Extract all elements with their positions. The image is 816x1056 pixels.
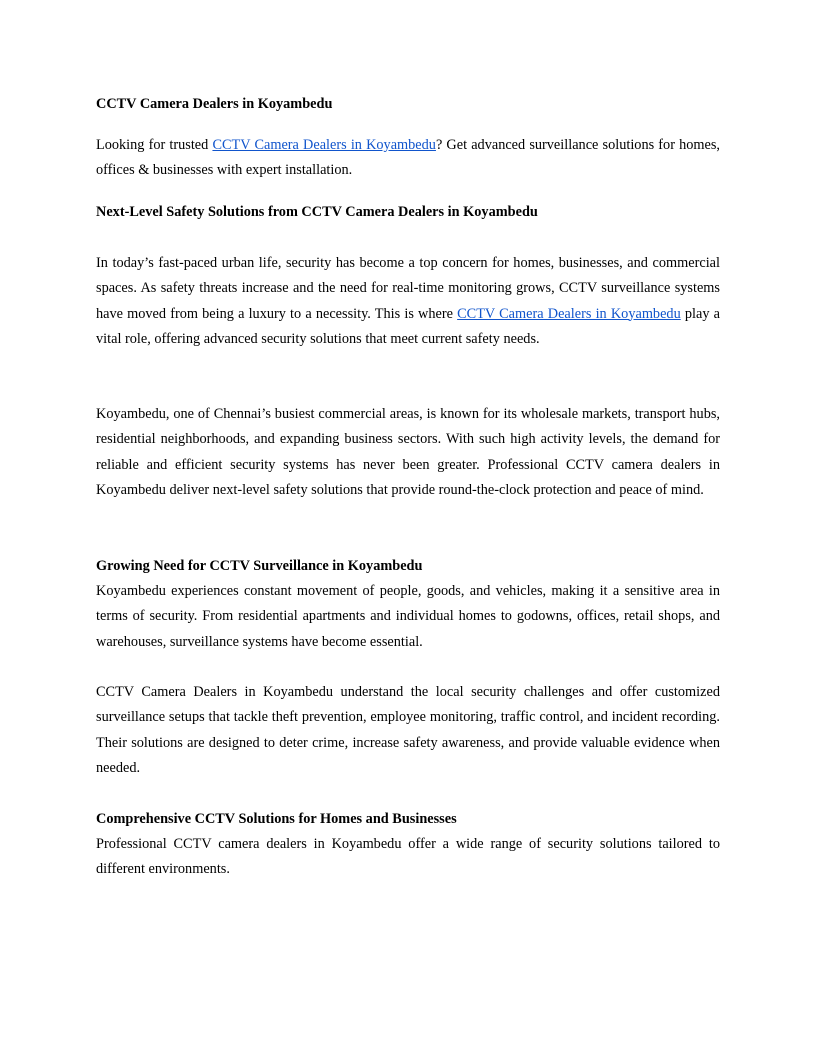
section1-paragraph-1: [96, 251, 720, 352]
section1-p1-text-after-link: play a vital role, offering advanced security solutions that meet current safety needs.: [96, 305, 721, 347]
section1-paragraph-2: Koyambedu, one of Chennai’s busiest commercial areas, is known for its wholesale markets, transport hubs, residential neighborhoods, and expanding business sectors. With such high activity levels, the demand for reliable and efficient security systems has never been greater. Professional CCTV camera dealers in Koyambedu deliver next-level safety solutions that provide round-the-clock protection and peace of mind.: [96, 406, 720, 498]
intro-text-after-link: ? Get advanced surveillance solutions for homes, offices & businesses with expert installation.: [96, 137, 720, 179]
section2-paragraph-1: Koyambedu experiences constant movement of people, goods, and vehicles, making it a sensitive area in terms of security. From residential apartments and individual homes to godowns, offices, retail shops, and warehouses, surveillance systems have become essential.: [96, 583, 720, 650]
section2-heading: Growing Need for CCTV Surveillance in Koyambedu: [96, 558, 423, 574]
intro-dealers-link[interactable]: CCTV Camera Dealers in Koyambedu: [212, 137, 436, 153]
intro-paragraph: [96, 133, 720, 184]
section3-heading: Comprehensive CCTV Solutions for Homes and Businesses: [96, 811, 457, 827]
section1-dealers-link[interactable]: CCTV Camera Dealers in Koyambedu: [457, 305, 681, 322]
section2-paragraph-2: CCTV Camera Dealers in Koyambedu understand the local security challenges and offer customized surveillance setups that tackle theft prevention, employee monitoring, traffic control, and incident recording. Their solutions are designed to deter crime, increase safety awareness, and provide valuable evidence when needed.: [96, 684, 720, 776]
page-title: CCTV Camera Dealers in Koyambedu: [96, 96, 333, 112]
intro-text-before-link: Looking for trusted: [96, 137, 213, 153]
section1-p1-text-before-link: In today’s fast-paced urban life, security has become a top concern for homes, businesses, and commercial spaces. As safety threats increase and the need for real-time monitoring grows, CCTV surveillance systems have moved from being a luxury to a necessity. This is where: [96, 255, 720, 322]
section3-paragraph-1: Professional CCTV camera dealers in Koyambedu offer a wide range of security solutions tailored to different environments.: [96, 836, 720, 878]
section1-heading: Next-Level Safety Solutions from CCTV Camera Dealers in Koyambedu: [96, 204, 538, 220]
